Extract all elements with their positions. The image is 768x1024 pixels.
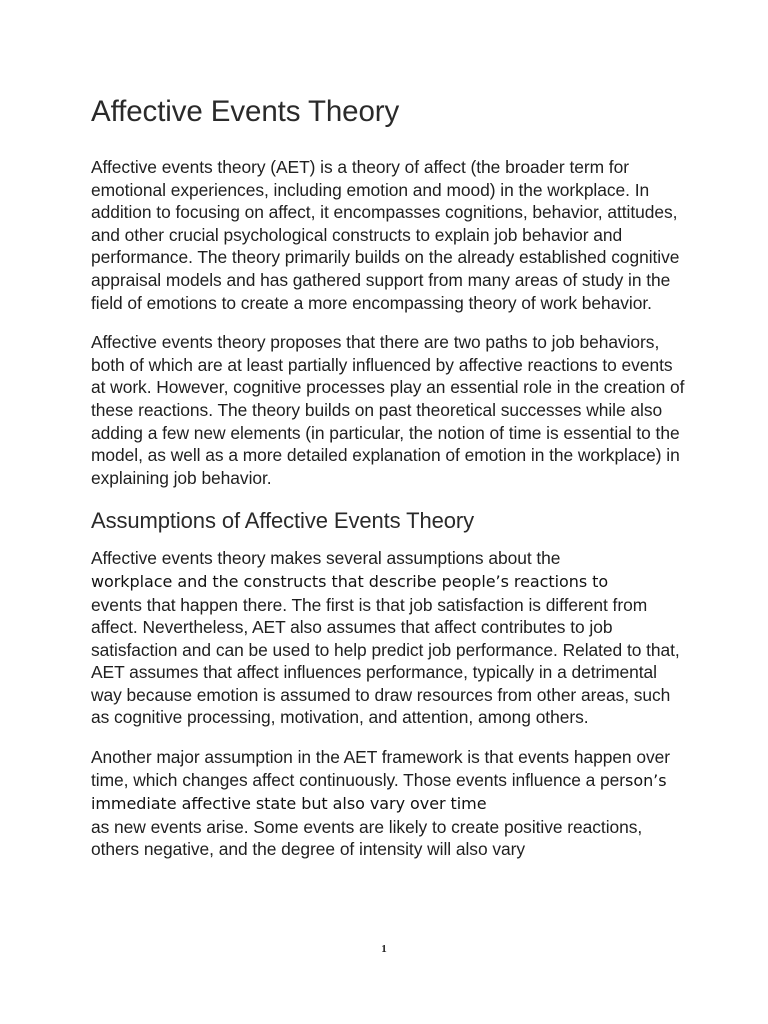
paragraph-3-part-1: Affective events theory makes several assumptions about the <box>91 548 561 569</box>
paragraph-4-part-2: son’s immediate affective state but also vary over time <box>91 770 667 814</box>
document-content <box>91 92 691 878</box>
paragraph-4-part-3: as new events arise. Some events are likely to create positive reactions, others negative, and the degree of intensity will also vary <box>91 816 643 860</box>
paragraph-3-part-3: events that happen there. The first is that job satisfaction is different from affect. Nevertheless, AET also assumes that affect contributes to job satisfaction and can be used to help predict job performance. Related to that, AET assumes that affect influences performance, typically in a detrimental way because emotion is assumed to draw resources from other areas, such as cognitive processing, motivation, and attention, among others. <box>91 594 680 728</box>
document-title: Affective Events Theory <box>91 95 400 128</box>
page-number: 1 <box>381 943 387 955</box>
paragraph-2: Affective events theory proposes that there are two paths to job behaviors, both of which are at least partially influenced by affective reactions to events at work. However, cognitive processes play an essential role in the creation of these reactions. The theory builds on past theoretical successes while also adding a few new elements (in particular, the notion of time is essential to the model, as well as a more detailed explanation of emotion in the workplace) in explaining job behavior. <box>91 332 685 488</box>
paragraph-4-part-1: Another major assumption in the AET framework is that events happen over time, which changes affect continuously. Those events influence a per <box>91 747 670 790</box>
paragraph-3-part-2: workplace and the constructs that describe people’s reactions to <box>91 571 609 591</box>
paragraph-4 <box>91 746 691 861</box>
paragraph-3 <box>91 547 691 729</box>
paragraph-1: Affective events theory (AET) is a theory of affect (the broader term for emotional experiences, including emotion and mood) in the workplace. In addition to focusing on affect, it encompasses cognitions, behavior, attitudes, and other crucial psychological constructs to explain job behavior and performance. The theory primarily builds on the already established cognitive appraisal models and has gathered support from many areas of study in the field of emotions to create a more encompassing theory of work behavior. <box>91 157 680 313</box>
section-heading-assumptions: Assumptions of Affective Events Theory <box>91 508 475 534</box>
